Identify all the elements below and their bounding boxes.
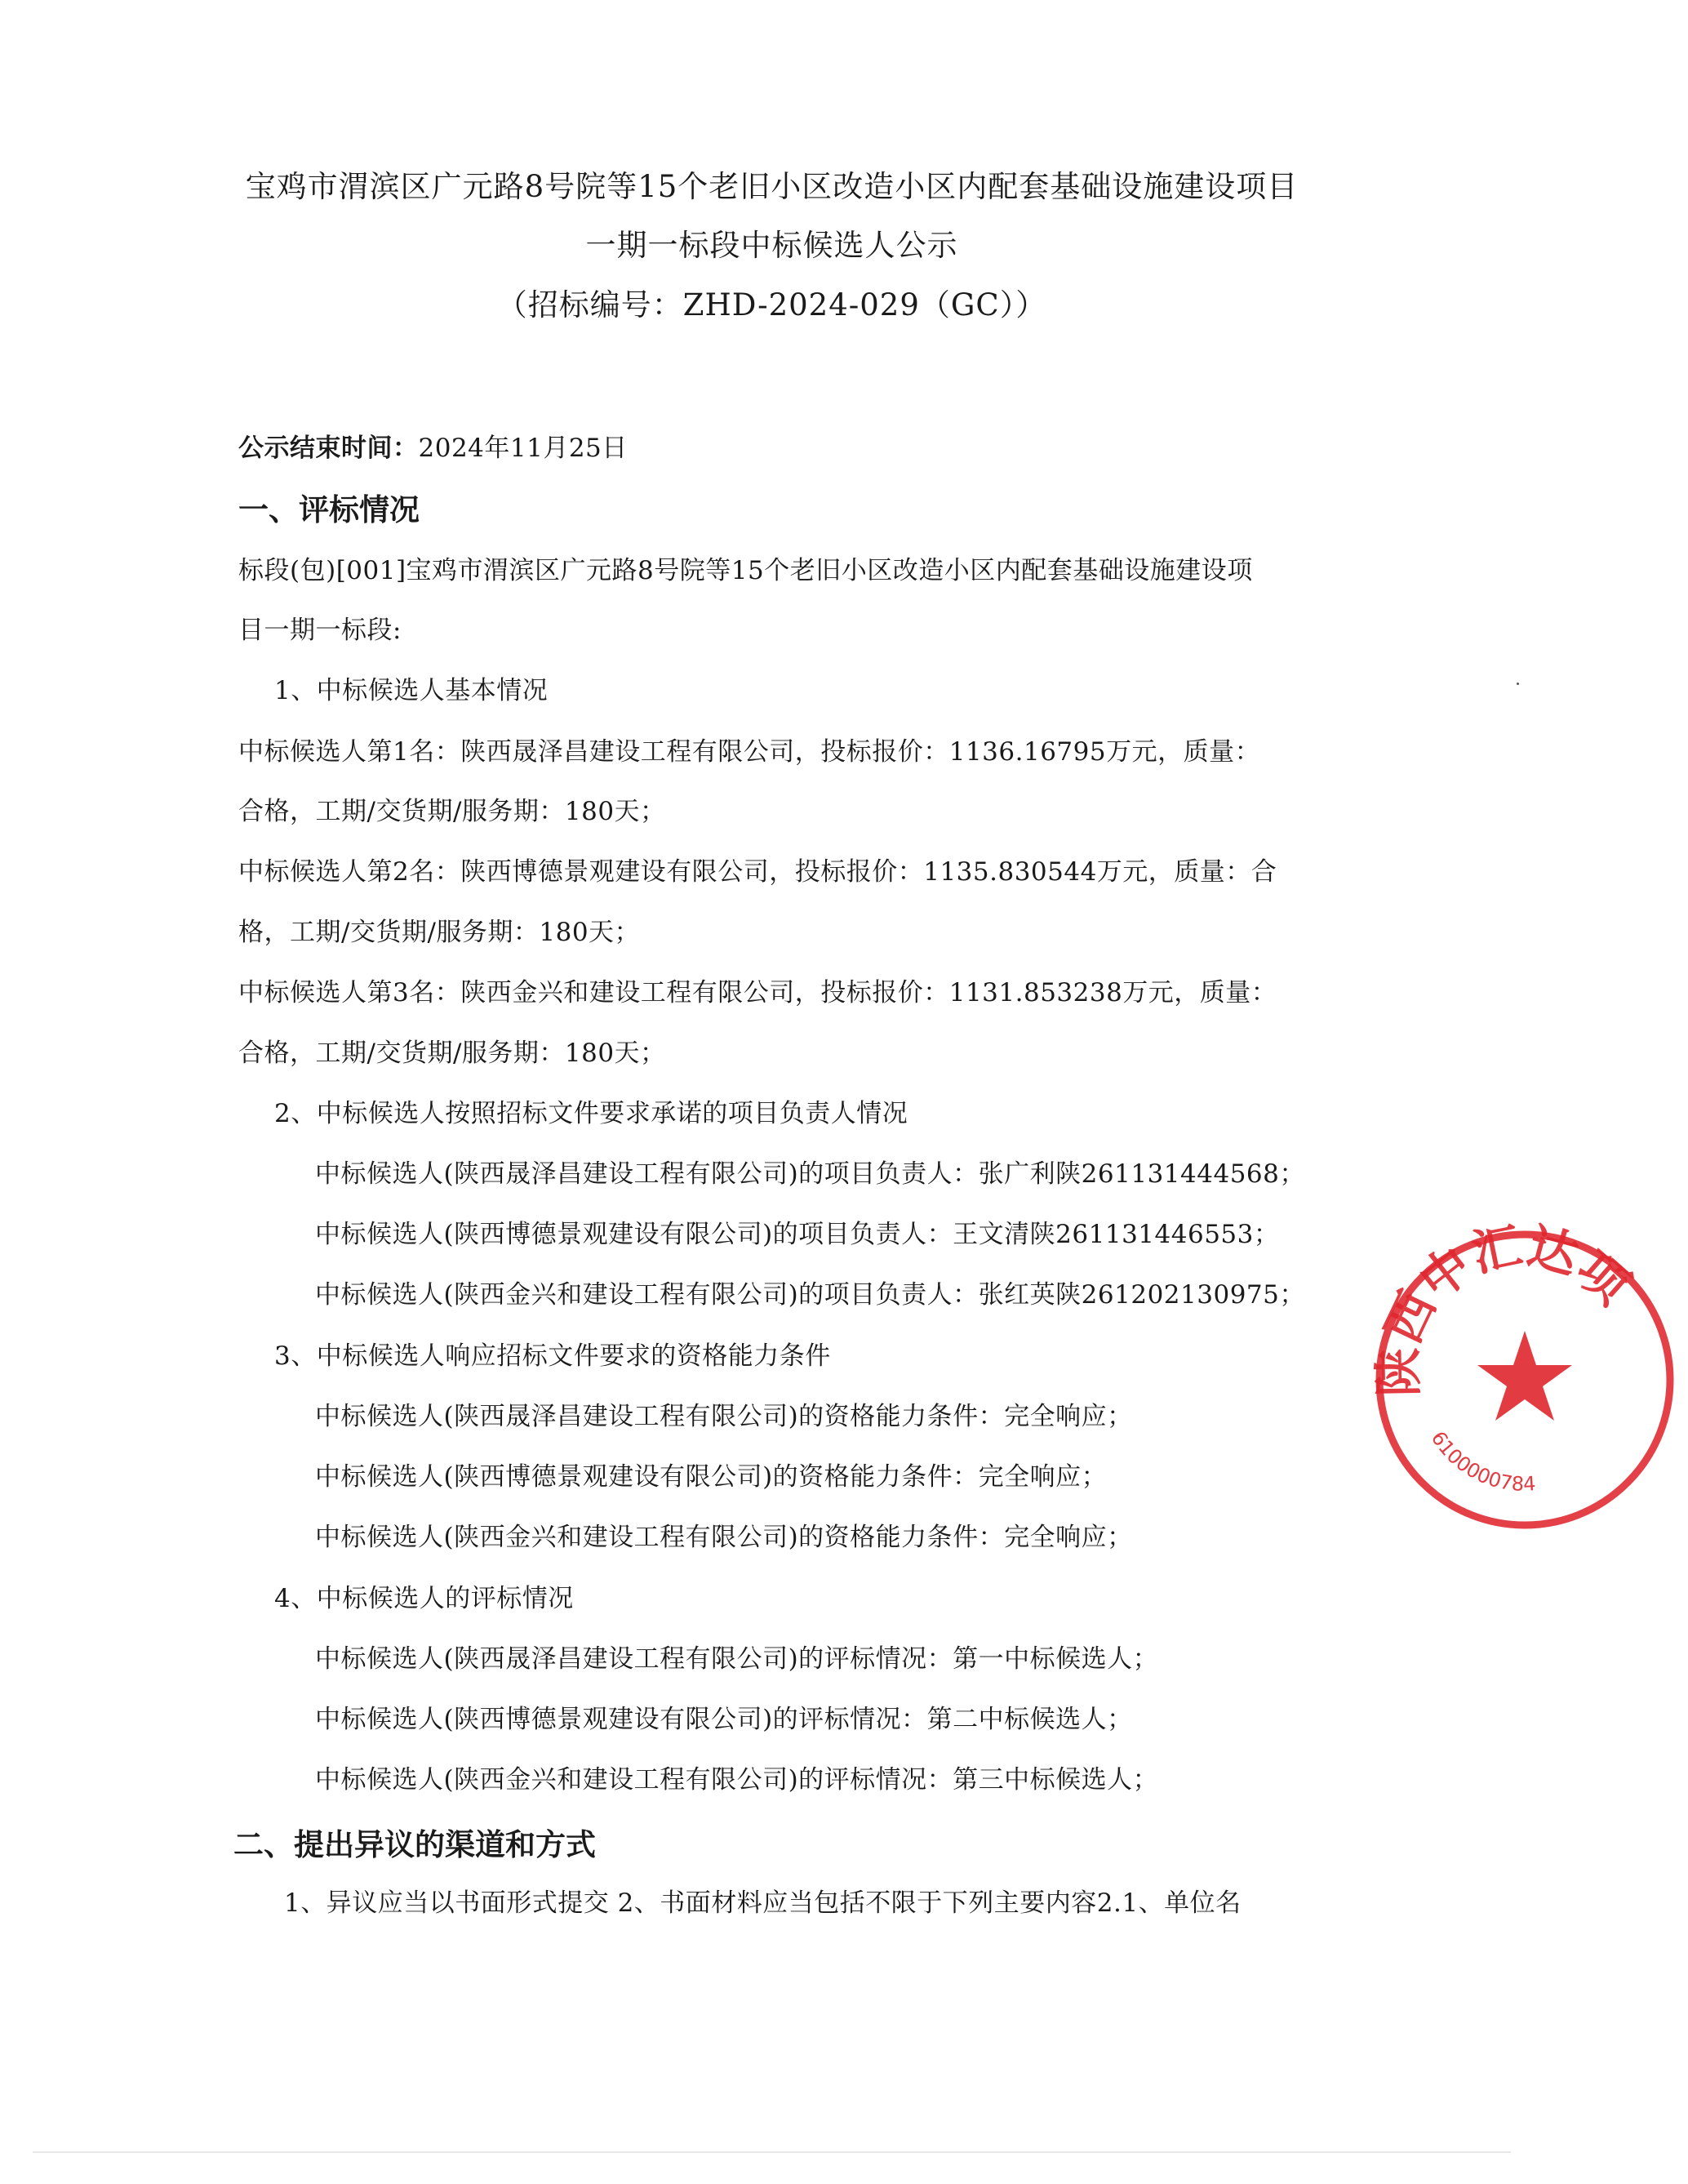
objection-line-1: 1、异议应当以书面形式提交 2、书面材料应当包括不限于下列主要内容2.1、单位名 [284,1888,1242,1918]
evaluation-1: 中标候选人(陕西晟泽昌建设工程有限公司)的评标情况：第一中标候选人； [315,1644,1159,1674]
end-time-value: 2024年11月25日 [418,434,628,463]
lot-line-2: 目一期一标段: [238,616,402,645]
svg-text:6100000784 [1427,1427,1537,1496]
candidate-3-line-2: 合格，工期/交货期/服务期：180天； [238,1039,666,1068]
end-time-row [238,427,628,464]
evaluation-2: 中标候选人(陕西博德景观建设有限公司)的评标情况：第二中标候选人； [315,1705,1133,1734]
document-title-line-2: 一期一标段中标候选人公示 [585,228,958,263]
section-1-heading: 一、评标情况 [238,492,420,527]
candidate-1-line-1: 中标候选人第1名：陕西晟泽昌建设工程有限公司，投标报价：1136.16795万元，质量： [238,737,1261,767]
section-2-heading: 二、提出异议的渠道和方式 [233,1827,596,1862]
candidate-2-line-2: 格，工期/交货期/服务期：180天； [238,918,641,947]
candidate-3-line-1: 中标候选人第3名：陕西金兴和建设工程有限公司，投标报价：1131.853238万元，质量： [238,978,1277,1007]
evaluation-3: 中标候选人(陕西金兴和建设工程有限公司)的评标情况：第三中标候选人； [315,1765,1159,1795]
end-time-label: 公示结束时间： [238,434,419,463]
document-title-line-1: 宝鸡市渭滨区广元路8号院等15个老旧小区改造小区内配套基础设施建设项目 [245,169,1299,204]
subsection-2-heading: 2、中标候选人按照招标文件要求承诺的项目负责人情况 [274,1099,908,1128]
qualification-3: 中标候选人(陕西金兴和建设工程有限公司)的资格能力条件：完全响应； [315,1523,1133,1552]
qualification-2: 中标候选人(陕西博德景观建设有限公司)的资格能力条件：完全响应； [315,1462,1108,1492]
company-seal-icon [1362,1217,1688,1543]
qualification-1: 中标候选人(陕西晟泽昌建设工程有限公司)的资格能力条件：完全响应； [315,1402,1133,1431]
project-manager-3: 中标候选人(陕西金兴和建设工程有限公司)的项目负责人：张红英陕261202130975； [315,1280,1305,1310]
scan-edge [33,2151,1511,2153]
tender-number: （招标编号：ZHD-2024-029（GC）） [496,287,1047,322]
subsection-1-heading: 1、中标候选人基本情况 [274,676,549,705]
subsection-3-heading: 3、中标候选人响应招标文件要求的资格能力条件 [274,1341,831,1371]
seal-text: 陕西中汇达项 [1370,1217,1640,1398]
lot-line-1: 标段(包)[001]宝鸡市渭滨区广元路8号院等15个老旧小区改造小区内配套基础设施建设项 [238,556,1253,585]
scan-dot [1517,683,1519,685]
seal-number: 6100000784 [1426,1427,1537,1496]
project-manager-2: 中标候选人(陕西博德景观建设有限公司)的项目负责人：王文清陕261131446553； [315,1220,1280,1249]
candidate-2-line-1: 中标候选人第2名：陕西博德景观建设有限公司，投标报价：1135.830544万元，质量：合 [238,857,1277,887]
subsection-4-heading: 4、中标候选人的评标情况 [274,1584,574,1613]
project-manager-1: 中标候选人(陕西晟泽昌建设工程有限公司)的项目负责人：张广利陕261131444568； [315,1159,1305,1189]
candidate-1-line-2: 合格，工期/交货期/服务期：180天； [238,797,666,826]
